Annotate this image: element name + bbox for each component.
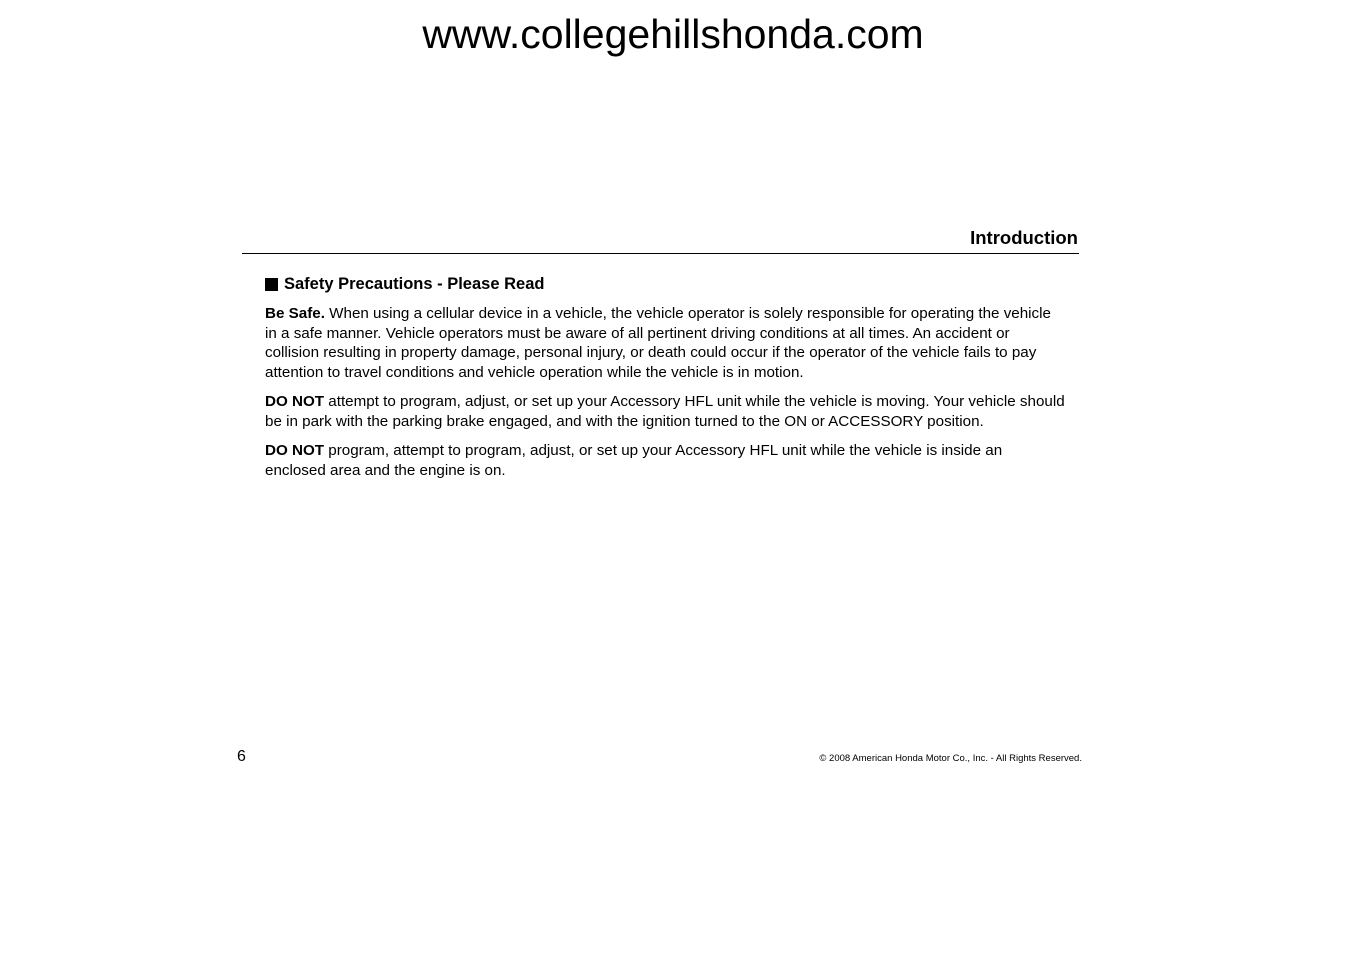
paragraph-body: When using a cellular device in a vehicle, the vehicle operator is solely responsible for operating the vehicle in a safe manner. Vehicle operators must be aware of all pertinent driving conditions at all times. An accident or collision resulting in property damage, personal injury, or death could occur if the operator of the vehicle fails to pay attention to travel conditions and vehicle operation while the vehicle is in motion. [265, 305, 1051, 381]
section-header [242, 226, 1079, 254]
copyright-notice: © 2008 American Honda Motor Co., Inc. - All Rights Reserved. [819, 753, 1082, 764]
paragraph-lead: DO NOT [265, 442, 325, 459]
section-title: Introduction [970, 227, 1078, 248]
paragraph-lead: DO NOT [265, 393, 325, 410]
site-url: www.collegehillshonda.com [422, 11, 924, 57]
paragraph-lead: Be Safe. [265, 305, 325, 322]
paragraph-be-safe [265, 304, 1065, 382]
paragraph-do-not-while-moving [265, 392, 1065, 431]
page-number: 6 [237, 748, 246, 765]
safety-heading [265, 273, 1065, 295]
black-square-icon [265, 278, 278, 291]
paragraph-body: attempt to program, adjust, or set up your Accessory HFL unit while the vehicle is moving. Your vehicle should be in park with the parking brake engaged, and with the ignition turned to the ON or ACCESSORY position. [265, 393, 1065, 430]
paragraph-do-not-enclosed-area [265, 441, 1065, 480]
safety-precautions-section [265, 273, 1065, 490]
safety-heading-text: Safety Precautions - Please Read [284, 275, 545, 293]
paragraph-body: program, attempt to program, adjust, or set up your Accessory HFL unit while the vehicle is inside an enclosed area and the engine is on. [265, 442, 1003, 479]
